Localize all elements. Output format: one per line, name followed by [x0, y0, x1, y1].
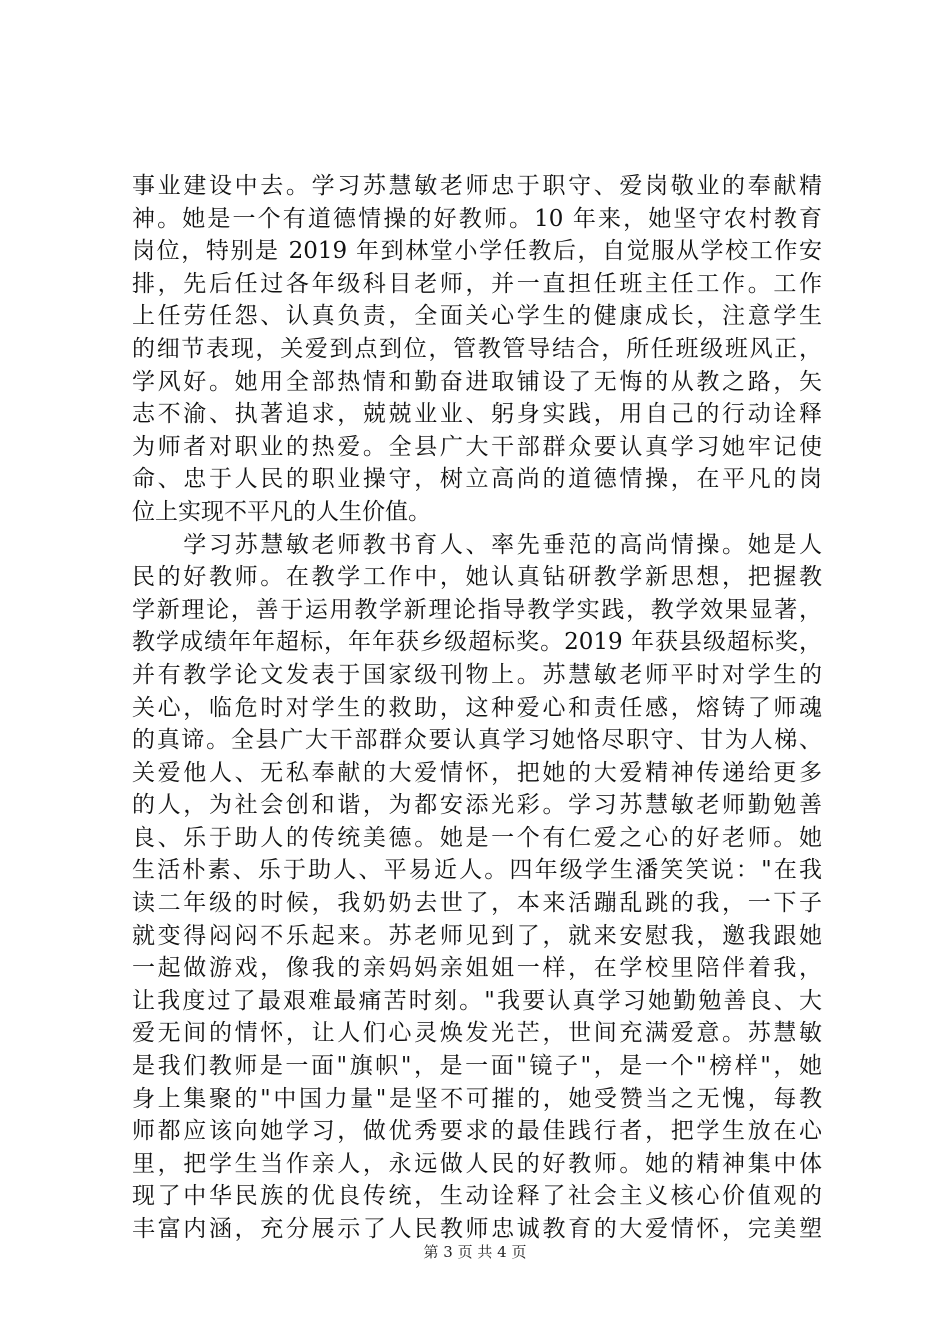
text-line: 身上集聚的"中国力量"是坚不可摧的，她受赞当之无愧，每教	[132, 1085, 822, 1112]
text-line: 一起做游戏，像我的亲妈妈亲姐姐一样，在学校里陪伴着我，	[132, 955, 822, 982]
text-line: 命、忠于人民的职业操守，树立高尚的道德情操，在平凡的岗	[132, 466, 822, 493]
text-line: 上任劳任怨、认真负责，全面关心学生的健康成长，注意学生	[132, 303, 822, 330]
text-line: 教学成绩年年超标，年年获乡级超标奖。2019 年获县级超标奖，	[132, 629, 822, 656]
text-line: 关爱他人、无私奉献的大爱情怀，把她的大爱精神传递给更多	[132, 759, 822, 786]
text-line: 并有教学论文发表于国家级刊物上。苏慧敏老师平时对学生的	[132, 661, 822, 688]
text-line: 位上实现不平凡的人生价值。	[132, 498, 431, 525]
text-line: 爱无间的情怀，让人们心灵焕发光芒，世间充满爱意。苏慧敏	[132, 1020, 822, 1047]
text-line: 事业建设中去。学习苏慧敏老师忠于职守、爱岗敬业的奉献精	[132, 173, 822, 199]
text-line: 为师者对职业的热爱。全县广大干部群众要认真学习她牢记使	[132, 433, 822, 460]
text-line: 关心，临危时对学生的救助，这种爱心和责任感，熔铸了师魂	[132, 694, 822, 721]
text-line: 岗位，特别是 2019 年到林堂小学任教后，自觉服从学校工作安	[132, 238, 822, 265]
text-line: 里，把学生当作亲人，永远做人民的好教师。她的精神集中体	[132, 1150, 822, 1177]
text-line: 民的好教师。在教学工作中，她认真钻研教学新思想，把握教	[132, 564, 822, 591]
text-line: 让我度过了最艰难最痛苦时刻。"我要认真学习她勤勉善良、大	[132, 987, 822, 1014]
text-line: 现了中华民族的优良传统，生动诠释了社会主义核心价值观的	[132, 1183, 822, 1210]
text-line: 学习苏慧敏老师教书育人、率先垂范的高尚情操。她是人	[132, 531, 822, 558]
text-line: 的人，为社会创和谐，为都安添光彩。学习苏慧敏老师勤勉善	[132, 792, 822, 819]
document-body	[132, 170, 822, 1246]
text-line: 是我们教师是一面"旗帜"，是一面"镜子"，是一个"榜样"，她	[132, 1053, 822, 1080]
text-line: 神。她是一个有道德情操的好教师。10 年来，她坚守农村教育	[132, 205, 822, 232]
text-line: 排，先后任过各年级科目老师，并一直担任班主任工作。工作	[132, 270, 822, 297]
page-footer: 第 3 页 共 4 页	[423, 1243, 527, 1261]
text-line: 就变得闷闷不乐起来。苏老师见到了，就来安慰我，邀我跟她	[132, 922, 822, 949]
text-line: 读二年级的时候，我奶奶去世了，本来活蹦乱跳的我，一下子	[132, 890, 822, 917]
text-line: 学风好。她用全部热情和勤奋进取铺设了无悔的从教之路，矢	[132, 368, 822, 395]
text-line: 师都应该向她学习，做优秀要求的最佳践行者，把学生放在心	[132, 1118, 822, 1145]
text-line: 志不渝、执著追求，兢兢业业、躬身实践，用自己的行动诠释	[132, 401, 822, 428]
text-line: 丰富内涵，充分展示了人民教师忠诚教育的大爱情怀，完美塑	[132, 1216, 822, 1242]
text-line: 学新理论，善于运用教学新理论指导教学实践，教学效果显著，	[132, 596, 822, 623]
text-line: 生活朴素、乐于助人、平易近人。四年级学生潘笑笑说："在我	[132, 857, 822, 884]
text-line: 的细节表现，关爱到点到位，管教管导结合，所任班级班风正，	[132, 335, 822, 362]
text-line: 良、乐于助人的传统美德。她是一个有仁爱之心的好老师。她	[132, 824, 822, 851]
text-line: 的真谛。全县广大干部群众要认真学习她恪尽职守、甘为人梯、	[132, 727, 822, 754]
